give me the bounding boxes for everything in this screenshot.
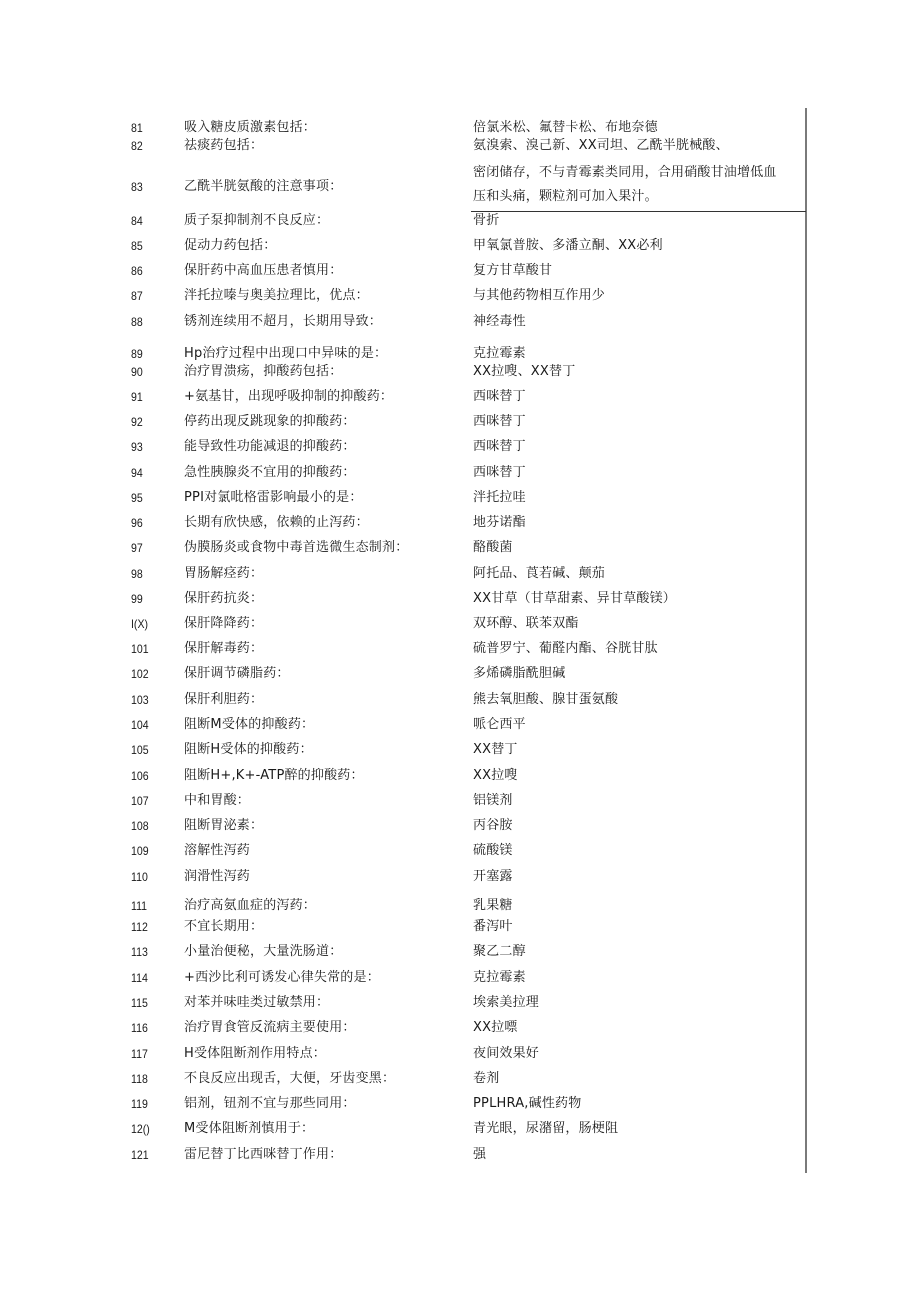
question-text: 能导致性功能减退的抑酸药： [184,439,356,454]
answer-text: 铝镁剂 [473,793,513,808]
answer-text: 埃索美拉理 [473,995,540,1010]
question-text: 保肝解毒药： [184,641,264,656]
answer-text: 地芬诺酯 [473,515,526,530]
answer-text: 番泻叶 [473,919,513,934]
item-number: 109 [131,844,149,858]
question-text: 锈剂连续用不超月，长期用导致： [184,314,383,329]
question-text: 治疗高氨血症的泻药： [184,898,317,913]
question-text: 雷尼替丁比西咪替丁作用： [184,1147,343,1162]
question-text: 阻断H受体的抑酸药： [184,742,313,757]
answer-text: XX拉嗖 [473,768,518,783]
item-number: 81 [131,121,143,135]
answer-text: 乳果糖 [473,898,513,913]
item-number: 99 [131,592,143,606]
answer-line: 密闭储存，不与青霉素类同用，合用硝酸甘油增低血 [473,165,777,180]
question-text: M受体阻断剂慎用于： [184,1121,315,1136]
answer-text: 熊去氧胆酸、腺甘蛋氨酸 [473,692,619,707]
answer-text: 克拉霉素 [473,346,526,361]
item-number: 114 [131,971,148,985]
question-text: 泮托拉嗪与奥美拉理比，优点： [184,288,369,303]
question-text: 胃肠解痉药： [184,566,264,581]
question-text: 吸入糖皮质激素包括： [184,120,317,135]
item-number: 106 [131,769,149,783]
question-text: 中和胃酸： [184,793,251,808]
answer-text: XX甘草（甘草甜素、异甘草酸镁） [473,591,677,606]
question-text: 保肝药中高血压患者慎用： [184,263,343,278]
item-number: 87 [131,289,143,303]
item-number: 113 [131,945,148,959]
answer-text: 骨折 [473,213,500,228]
answer-text: XX拉嘌 [473,1020,518,1035]
item-number: 116 [131,1021,148,1035]
item-number: 121 [131,1148,149,1162]
answer-text: 复方甘草酸甘 [473,263,553,278]
item-number: 85 [131,239,143,253]
item-number: 88 [131,315,143,329]
question-text: 治疗胃食管反流病主要使用： [184,1020,356,1035]
answer-text: 聚乙二醇 [473,944,526,959]
item-number: 101 [131,642,149,656]
question-text: 急性胰腺炎不宜用的抑酸药： [184,465,356,480]
item-number: 89 [131,347,143,361]
item-number: 117 [131,1047,148,1061]
question-text: 铝剂，钮剂不宜与那些同用： [184,1096,356,1111]
question-text: +西沙比利可诱发心律失常的是： [184,970,380,985]
right-border-line [805,108,807,1173]
question-text: 长期有欣快感，依赖的止泻药： [184,515,369,530]
question-text: 质子泵抑制剂不良反应： [184,213,330,228]
answer-text: 阿托品、莨若碱、颠茄 [473,566,606,581]
answer-text: 硫酸镁 [473,843,513,858]
item-number: 98 [131,567,143,581]
item-number: 105 [131,743,149,757]
question-text: 溶解性泻药 [184,843,251,858]
question-text: 保肝药抗炎： [184,591,264,606]
item-number: 111 [131,899,148,913]
item-number: 119 [131,1097,148,1111]
question-text: 润滑性泻药 [184,869,251,884]
question-text: 保肝降降药： [184,616,264,631]
item-number: 97 [131,541,143,555]
item-number: 115 [131,996,148,1010]
answer-text: 酪酸菌 [473,540,513,555]
answer-text: 西咪替丁 [473,465,526,480]
answer-text: 西咪替丁 [473,389,526,404]
item-number: I(X) [131,617,149,631]
item-number: 94 [131,466,143,480]
item-number: 93 [131,440,143,454]
answer-text: XX拉嗖、XX替丁 [473,364,576,379]
answer-text: 硫普罗宁、葡醛内酯、谷胱甘肽 [473,641,658,656]
question-text: H受体阻断剂作用特点： [184,1046,326,1061]
answer-text: 神经毒性 [473,314,526,329]
question-text: 阻断H+,K+-ATP醉的抑酸药： [184,768,364,783]
item-number: 102 [131,667,149,681]
item-number: 84 [131,214,143,228]
item-number: 82 [131,139,143,153]
question-text: 阻断胃泌素： [184,818,264,833]
question-text: 不宜长期用： [184,919,264,934]
answer-text: 卷剂 [473,1071,500,1086]
item-number: 90 [131,365,143,379]
item-number: 83 [131,180,143,194]
question-text: PPI对氯吡格雷影响最小的是： [184,490,363,505]
question-text: 停药出现反跳现象的抑酸药： [184,414,356,429]
item-number: 103 [131,693,149,707]
answer-text: 氨溴索、溴己新、XX司坦、乙酰半胱械酸、 [473,138,729,153]
answer-text: 西咪替丁 [473,439,526,454]
answer-text: 哌仑西平 [473,717,526,732]
answer-text: 开塞露 [473,869,513,884]
question-text: 保肝调节磷脂药： [184,666,290,681]
item-number: 92 [131,415,143,429]
answer-text: 多烯磷脂酰胆碱 [473,666,566,681]
item-number: 118 [131,1072,148,1086]
question-text: +氨基甘，出现呼吸抑制的抑酸药： [184,389,394,404]
item-number: 110 [131,870,148,884]
question-text: 小量治便秘，大量洗肠道： [184,944,343,959]
answer-text: XX替丁 [473,742,518,757]
question-text: Hp治疗过程中出现口中异味的是： [184,346,388,361]
answer-text: 强 [473,1147,487,1162]
item-number: 107 [131,794,149,808]
answer-text: 倍氯米松、氟替卡松、布地奈德 [473,120,658,135]
question-text: 乙酰半胱氨酸的注意事项： [184,179,343,194]
answer-text: 夜间效果好 [473,1046,540,1061]
answer-text: 西咪替丁 [473,414,526,429]
question-text: 阻断M受体的抑酸药： [184,717,315,732]
question-text: 祛痰药包括： [184,138,264,153]
item-number: 95 [131,491,143,505]
answer-text: 与其他药物相互作用少 [473,288,606,303]
question-text: 保肝利胆药： [184,692,264,707]
answer-text-multiline [473,161,777,209]
answer-text: 克拉霉素 [473,970,526,985]
item-number: 96 [131,516,143,530]
item-number: 12() [131,1122,150,1136]
answer-text: PPLHRA,碱性药物 [473,1096,582,1111]
question-text: 促动力药包括： [184,238,277,253]
answer-text: 泮托拉哇 [473,490,526,505]
question-text: 治疗胃溃疡，抑酸药包括： [184,364,343,379]
item-number: 112 [131,920,148,934]
item-number: 104 [131,718,149,732]
item-number: 91 [131,390,143,404]
answer-line: 压和头痛，颗粒剂可加入果汁。 [473,189,658,204]
question-text: 不良反应出现舌，大便，牙齿变黑： [184,1071,396,1086]
answer-text: 甲氧氯普胺、多潘立酮、XX必利 [473,238,663,253]
item-number: 108 [131,819,149,833]
question-text: 伪膜肠炎或食物中毒首选微生态制剂： [184,540,409,555]
answer-divider-line [471,211,806,212]
item-number: 86 [131,264,143,278]
answer-text: 青光眼，尿潴留，肠梗阻 [473,1121,619,1136]
question-text: 对苯并味哇类过敏禁用： [184,995,330,1010]
answer-text: 双环醇、联苯双酯 [473,616,579,631]
answer-text: 丙谷胺 [473,818,513,833]
